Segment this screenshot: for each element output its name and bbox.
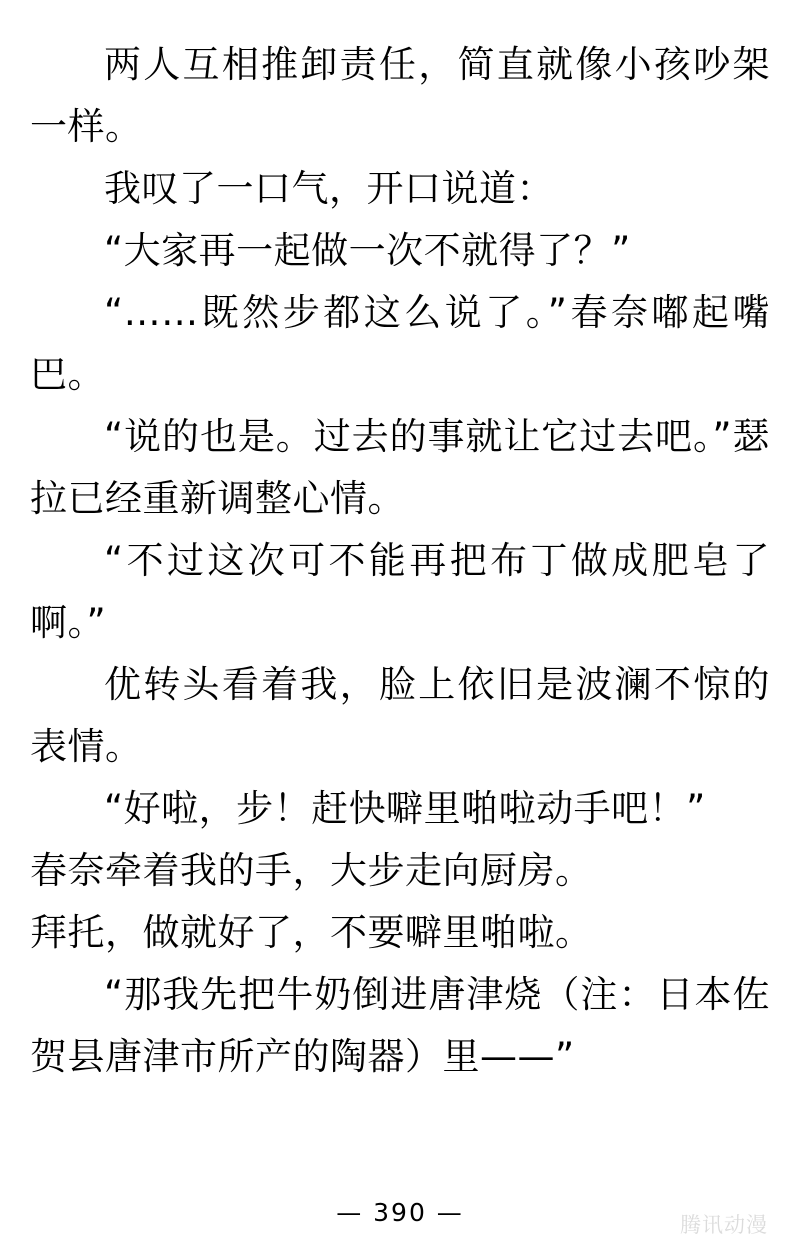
paragraph: 拜托，做就好了，不要噼里啪啦。 — [30, 911, 593, 954]
page-body-text — [30, 34, 770, 1088]
paragraph: 两人互相推卸责任，简直就像小孩吵架一样。 — [30, 43, 770, 148]
paragraph: 我叹了一口气，开口说道： — [104, 167, 554, 210]
paragraph: “说的也是。过去的事就让它过去吧。”瑟拉已经重新调整心情。 — [30, 415, 770, 520]
paragraph: “那我先把牛奶倒进唐津烧（注：日本佐贺县唐津市所产的陶器）里——” — [30, 973, 770, 1078]
paragraph: “好啦，步！赶快噼里啪啦动手吧！” — [104, 787, 706, 830]
watermark-logo: 腾讯动漫 — [680, 1213, 768, 1237]
page-number: — 390 — — [336, 1198, 464, 1227]
paragraph: “……既然步都这么说了。”春奈嘟起嘴巴。 — [30, 291, 770, 396]
paragraph: “大家再一起做一次不就得了？” — [104, 229, 631, 272]
paragraph: “不过这次可不能再把布丁做成肥皂了啊。” — [30, 539, 770, 644]
paragraph: 春奈牵着我的手，大步走向厨房。 — [30, 849, 593, 892]
paragraph: 优转头看着我，脸上依旧是波澜不惊的表情。 — [30, 663, 770, 768]
